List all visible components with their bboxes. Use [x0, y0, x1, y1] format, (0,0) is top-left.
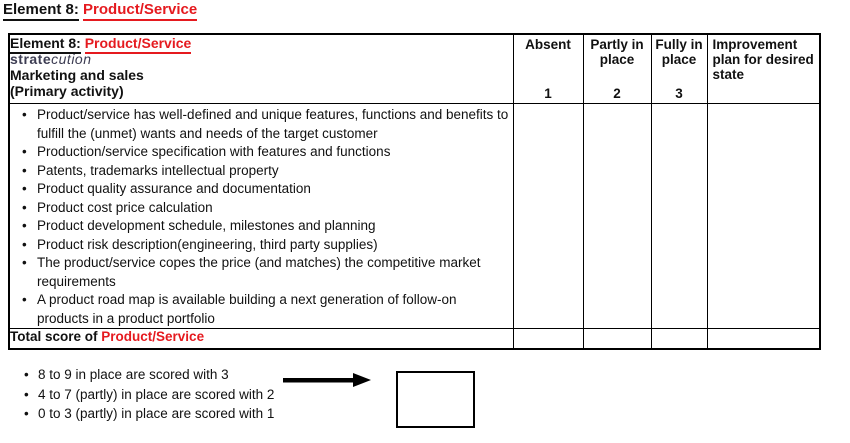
criteria-text: A product road map is available building a next generation of follow-on products in a product portfolio: [37, 292, 457, 326]
bullet-icon: •: [22, 236, 27, 252]
total-score-cell-fully[interactable]: [651, 329, 707, 350]
table-body-row: [9, 104, 820, 329]
page-title-highlight: Product/Service: [83, 1, 197, 21]
criteria-item: [22, 254, 509, 291]
table-total-row: [9, 329, 820, 350]
table-subtitle-2: (Primary activity): [10, 83, 124, 99]
total-score-cell-absent[interactable]: [513, 329, 583, 350]
score-cell-fully[interactable]: [651, 104, 707, 329]
criteria-item: [22, 180, 509, 199]
total-improvement-cell[interactable]: [707, 329, 820, 350]
score-column-header: [513, 34, 583, 104]
score-box[interactable]: [396, 371, 475, 428]
legend-item: [24, 404, 274, 424]
criteria-text: Product/service has well-defined and unique features, functions and benefits to fulfill the (unmet) wants and needs of the target customer: [37, 107, 509, 141]
total-label-cell: [9, 329, 513, 350]
column-label: Absent: [525, 37, 571, 52]
criteria-text: Product cost price calculation: [37, 199, 213, 215]
criteria-item: [22, 106, 509, 143]
score-column-header: [583, 34, 651, 104]
criteria-text: Product quality assurance and documentation: [37, 181, 311, 196]
table-title-prefix: Element 8:: [10, 35, 81, 54]
column-label: Improvement plan for desired state: [712, 37, 814, 82]
scoring-legend: [24, 365, 274, 424]
logo-part-1: strate: [10, 51, 52, 67]
assessment-table: [8, 33, 821, 350]
total-label-prefix: Total score of: [10, 329, 98, 344]
criteria-text: Product development schedule, milestones and planning: [37, 218, 376, 233]
criteria-text: The product/service copes the price (and matches) the competitive market requirements: [37, 255, 481, 289]
column-score-number: 2: [613, 86, 621, 101]
criteria-text: Product risk description(engineering, third party supplies): [37, 236, 378, 252]
legend-text: 0 to 3 (partly) in place are scored with 1: [38, 406, 275, 421]
criteria-item: [22, 199, 509, 218]
criteria-text: Patents, trademarks intellectual property: [37, 162, 279, 178]
bullet-icon: •: [22, 199, 27, 215]
bullet-icon: •: [22, 292, 27, 307]
improvement-plan-cell[interactable]: [707, 104, 820, 329]
criteria-item: [22, 162, 509, 181]
bullet-icon: •: [22, 107, 27, 122]
score-column-header: [651, 34, 707, 104]
score-cell-partly[interactable]: [583, 104, 651, 329]
page-title: [3, 1, 197, 18]
table-subtitle-1: Marketing and sales: [10, 67, 144, 83]
bullet-icon: •: [24, 367, 29, 382]
bullet-icon: •: [22, 181, 27, 196]
criteria-item: [22, 291, 509, 328]
legend-text: 8 to 9 in place are scored with 3: [38, 367, 229, 382]
table-title-highlight: Product/Service: [85, 35, 192, 54]
arrow-right-icon: [283, 373, 371, 387]
table-title: [10, 35, 513, 51]
page-title-prefix: Element 8:: [3, 1, 79, 21]
stratecution-logo: [10, 51, 513, 67]
bullet-icon: •: [22, 144, 27, 159]
total-score-cell-partly[interactable]: [583, 329, 651, 350]
logo-part-2: cution: [51, 51, 92, 67]
criteria-item: [22, 143, 509, 162]
column-label: Fully in place: [655, 37, 703, 67]
column-score-number: 3: [675, 86, 683, 101]
criteria-item: [22, 217, 509, 236]
criteria-item: [22, 236, 509, 255]
score-cell-absent[interactable]: [513, 104, 583, 329]
bullet-icon: •: [22, 162, 27, 178]
bullet-icon: •: [24, 386, 29, 402]
score-column-header: [707, 34, 820, 104]
legend-item: [24, 385, 274, 405]
header-cell-description: [9, 34, 513, 104]
criteria-list: [10, 104, 513, 328]
criteria-text: Production/service specification with features and functions: [37, 144, 391, 159]
legend-text: 4 to 7 (partly) in place are scored with 2: [38, 386, 275, 402]
bullet-icon: •: [24, 406, 29, 421]
bullet-icon: •: [22, 218, 27, 233]
legend-item: [24, 365, 274, 385]
total-label-highlight: Product/Service: [101, 329, 205, 344]
column-label: Partly in place: [590, 37, 644, 67]
table-header-row: [9, 34, 820, 104]
bullet-icon: •: [22, 255, 27, 270]
column-score-number: 1: [544, 86, 552, 101]
criteria-cell: [9, 104, 513, 329]
